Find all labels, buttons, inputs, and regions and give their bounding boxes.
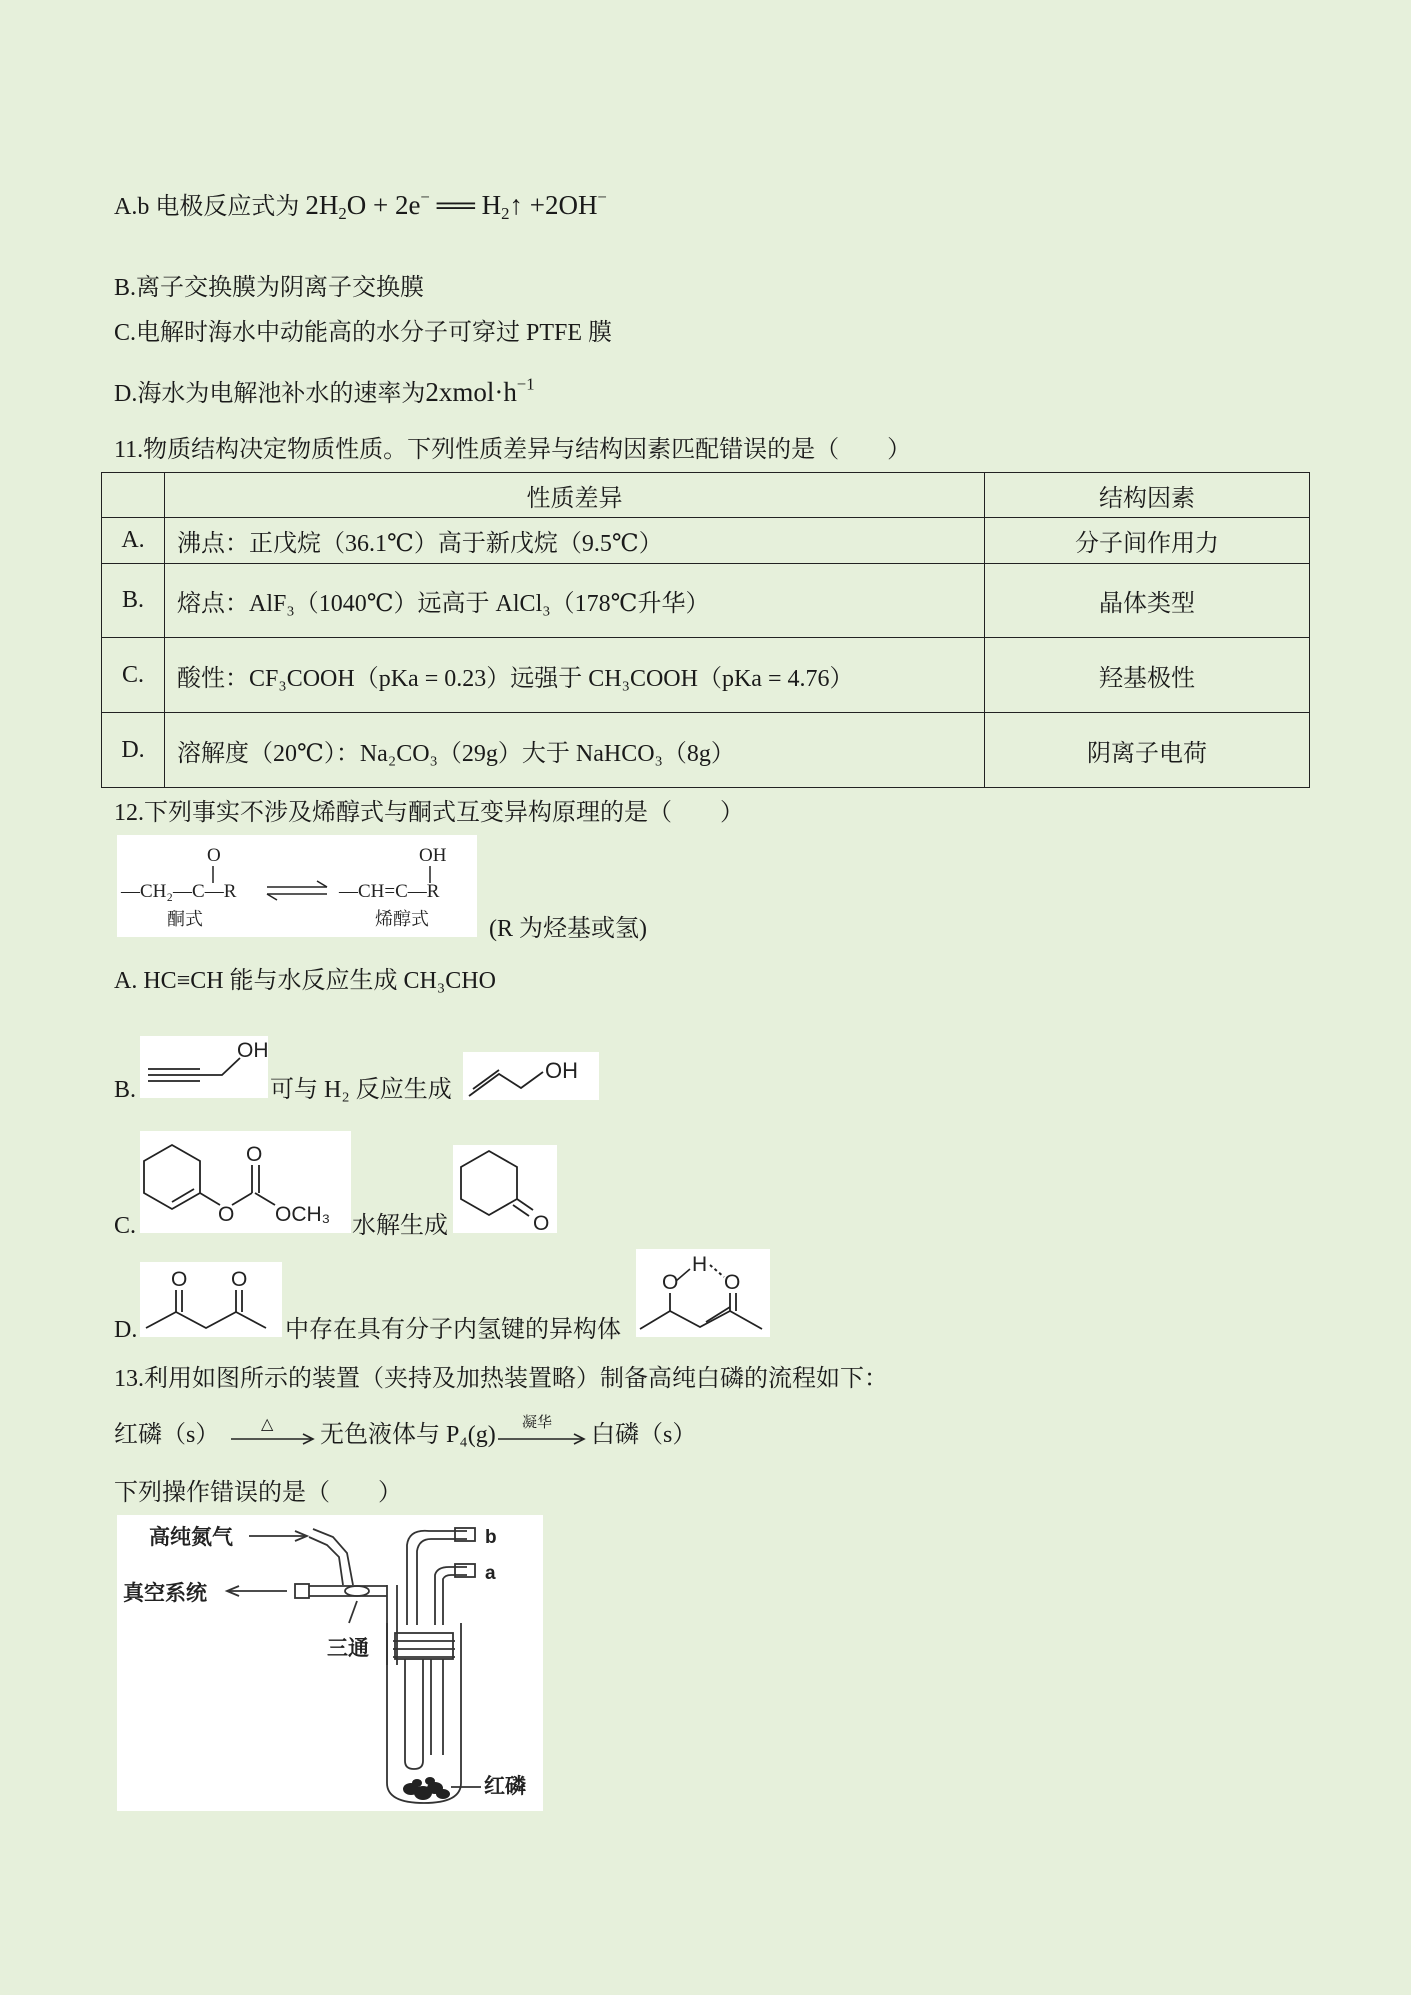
eq-sub: 2 xyxy=(338,204,347,224)
eq-sup: − xyxy=(597,187,607,207)
label-a: a xyxy=(485,1563,496,1584)
table-row xyxy=(102,564,1310,638)
tautomer-scheme xyxy=(117,835,477,937)
eq-arrow: ══ xyxy=(436,190,475,220)
cyclohexenyl-carbonate-structure xyxy=(140,1131,351,1233)
q12-option-b-text: 可与 H₂ 反应生成 xyxy=(270,1077,452,1103)
row-property: 熔点：AlF₃（1040℃）远高于 AlCl₃（178℃升华） xyxy=(165,564,985,638)
allyl-alcohol-structure xyxy=(463,1052,599,1100)
table-row xyxy=(102,638,1310,713)
row-label: D. xyxy=(102,713,165,788)
q13-question: 下列操作错误的是（ ） xyxy=(114,1480,402,1506)
eq-part: H xyxy=(481,190,502,220)
q11-table xyxy=(101,472,1310,788)
svg-text:O: O xyxy=(533,1212,550,1233)
q10-a-equation xyxy=(305,187,607,224)
svg-text:O: O xyxy=(171,1268,188,1291)
q10-option-c: C.电解时海水中动能高的水分子可穿过 PTFE 膜 xyxy=(114,320,613,346)
enol-formula: —CH=C—R xyxy=(339,881,440,902)
q12-stem: 12.下列事实不涉及烯醇式与酮式互变异构原理的是（ ） xyxy=(114,800,744,826)
q12-option-a: A. HC≡CH 能与水反应生成 CH₃CHO xyxy=(114,968,496,994)
acetylacetone-structure xyxy=(140,1262,282,1337)
eq-part: 2H xyxy=(305,190,339,220)
label-red-phosphorus: 红磷 xyxy=(484,1775,526,1798)
label-nitrogen: 高纯氮气 xyxy=(149,1526,233,1549)
keto-label: 酮式 xyxy=(167,909,203,929)
q10-option-a xyxy=(114,188,607,224)
label-tee: 三通 xyxy=(327,1637,369,1660)
table-header-cell: 性质差异 xyxy=(165,473,985,518)
svg-text:O: O xyxy=(724,1271,741,1294)
svg-text:OCH₃: OCH₃ xyxy=(275,1203,331,1226)
cyclohexanone-structure xyxy=(453,1145,557,1233)
enol-oh: OH xyxy=(419,845,447,866)
svg-text:O: O xyxy=(246,1143,263,1166)
row-property: 溶解度（20℃）：Na₂CO₃（29g）大于 NaHCO₃（8g） xyxy=(165,713,985,788)
table-row xyxy=(102,518,1310,564)
q12-option-c-text: 水解生成 xyxy=(352,1213,448,1239)
flow-arrow-2 xyxy=(496,1415,590,1458)
flow-cond-heat: △ xyxy=(261,1416,274,1433)
rate-text: 2xmol·h xyxy=(425,377,517,407)
table-row xyxy=(102,713,1310,788)
row-factor: 晶体类型 xyxy=(985,564,1310,638)
q10-option-b: B.离子交换膜为阴离子交换膜 xyxy=(114,275,425,301)
q12-option-d-text: 中存在具有分子内氢键的异构体 xyxy=(285,1317,621,1343)
eq-sub: 2 xyxy=(501,204,510,224)
svg-text:O: O xyxy=(231,1268,248,1291)
q10-a-prefix: A.b 电极反应式为 xyxy=(114,194,300,220)
svg-text:O: O xyxy=(662,1271,679,1294)
eq-part: O + 2e xyxy=(346,190,421,220)
row-factor: 羟基极性 xyxy=(985,638,1310,713)
rate-sup: −1 xyxy=(516,374,535,394)
table-header-cell: 结构因素 xyxy=(985,473,1310,518)
row-label: C. xyxy=(102,638,165,713)
q10-d-rate xyxy=(425,374,535,407)
q12-note: (R 为烃基或氢) xyxy=(489,916,647,942)
eq-part: ↑ +2OH xyxy=(509,190,598,220)
row-factor: 阴离子电荷 xyxy=(985,713,1310,788)
flow-cond-sublime: 凝华 xyxy=(522,1415,553,1431)
svg-text:H: H xyxy=(692,1253,708,1276)
flow-end: 白磷（s） xyxy=(591,1422,697,1448)
eq-sup: − xyxy=(420,187,430,207)
label-b: b xyxy=(485,1527,497,1548)
q12-option-b-label: B. xyxy=(114,1077,137,1103)
q12-option-d-label: D. xyxy=(114,1317,138,1343)
row-property: 沸点：正戊烷（36.1℃）高于新戊烷（9.5℃） xyxy=(165,518,985,564)
label-vacuum: 真空系统 xyxy=(123,1582,207,1605)
propargyl-alcohol-structure xyxy=(140,1036,268,1098)
apparatus-figure xyxy=(117,1515,543,1811)
row-property: 酸性：CF₃COOH（pKa = 0.23）远强于 CH₃COOH（pKa = 4.76） xyxy=(165,638,985,713)
q13-stem: 13.利用如图所示的装置（夹持及加热装置略）制备高纯白磷的流程如下： xyxy=(114,1366,888,1392)
svg-text:O: O xyxy=(218,1203,235,1226)
table-header-row xyxy=(102,473,1310,518)
table-header-cell xyxy=(102,473,165,518)
row-label: B. xyxy=(102,564,165,638)
q10-option-d xyxy=(114,375,535,411)
q12-option-c-label: C. xyxy=(114,1213,137,1239)
keto-formula: —CH₂—C—R xyxy=(121,881,237,902)
row-factor: 分子间作用力 xyxy=(985,518,1310,564)
q11-stem: 11.物质结构决定物质性质。下列性质差异与结构因素匹配错误的是（ ） xyxy=(114,437,912,463)
enol-label: 烯醇式 xyxy=(375,909,429,929)
flow-mid: 无色液体与 P₄(g) xyxy=(320,1422,496,1448)
enol-hbond-structure xyxy=(636,1249,770,1337)
keto-oxygen: O xyxy=(207,845,221,866)
svg-text:OH: OH xyxy=(237,1039,268,1062)
svg-text:OH: OH xyxy=(545,1058,578,1083)
flow-start: 红磷（s） xyxy=(114,1422,220,1448)
q10-d-prefix: D.海水为电解池补水的速率为 xyxy=(114,381,426,407)
q13-flow xyxy=(114,1415,794,1458)
row-label: A. xyxy=(102,518,165,564)
flow-arrow-1 xyxy=(229,1418,319,1458)
